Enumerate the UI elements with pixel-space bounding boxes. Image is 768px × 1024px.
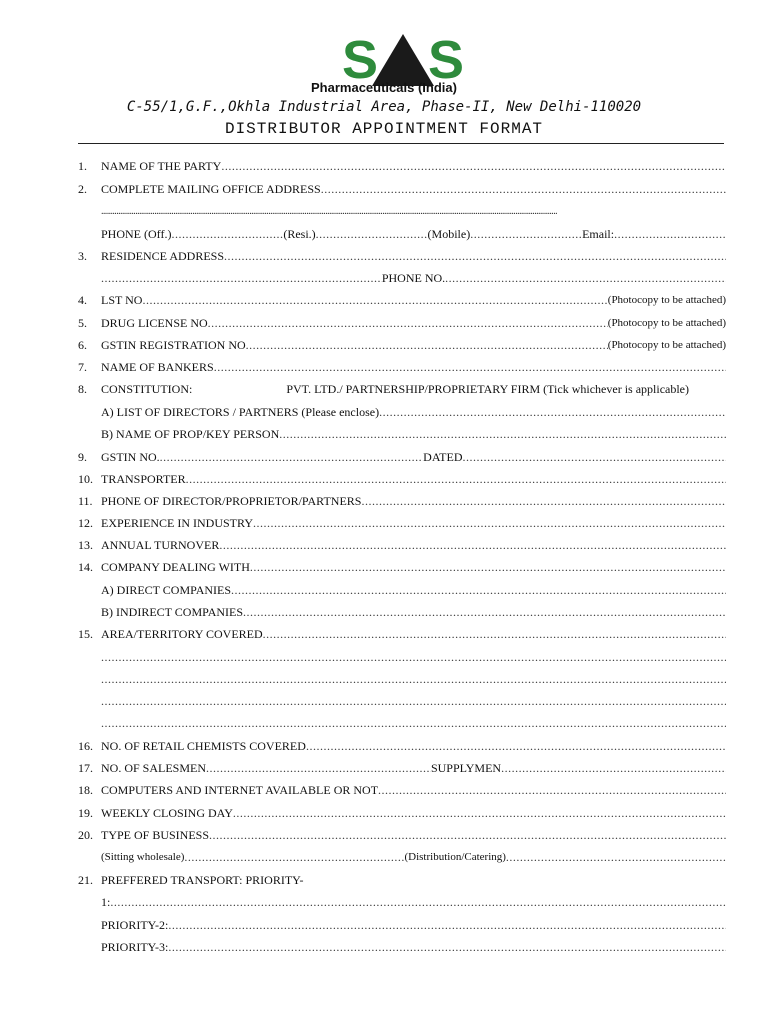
line-content xyxy=(101,537,726,553)
field-label: Email: xyxy=(582,227,615,241)
line-content xyxy=(101,872,726,888)
field-label: NAME OF THE PARTY xyxy=(101,159,222,173)
form-line xyxy=(78,204,726,220)
fill-in-blank[interactable] xyxy=(101,270,382,286)
line-content xyxy=(101,582,726,598)
field-label: PRIORITY-2: xyxy=(101,918,169,932)
field-label: A) DIRECT COMPANIES xyxy=(101,583,232,597)
form-line xyxy=(78,805,726,821)
line-number: 20. xyxy=(78,828,93,842)
line-number xyxy=(78,204,101,220)
field-label: ANNUAL TURNOVER xyxy=(101,538,220,552)
field-label: B) INDIRECT COMPANIES xyxy=(101,605,244,619)
line-number: 5. xyxy=(78,316,87,330)
form-line xyxy=(78,158,726,174)
fill-in-blank[interactable] xyxy=(101,649,726,665)
line-number: 16. xyxy=(78,739,93,753)
line-content xyxy=(101,782,726,798)
form-line xyxy=(78,181,726,197)
line-number: 1. xyxy=(78,159,87,173)
fill-in-blank[interactable] xyxy=(168,939,726,955)
field-label: (Photocopy to be attached) xyxy=(607,294,726,306)
fill-in-blank[interactable] xyxy=(463,449,727,465)
form-line xyxy=(78,426,726,442)
line-number xyxy=(78,226,101,242)
fill-in-blank[interactable] xyxy=(506,849,726,865)
line-content xyxy=(101,248,726,264)
line-content xyxy=(101,626,726,642)
line-content xyxy=(101,270,726,286)
form-line xyxy=(78,515,726,531)
line-number xyxy=(78,894,101,910)
fill-in-blank[interactable] xyxy=(445,270,726,286)
field-label: EXPERIENCE IN INDUSTRY xyxy=(101,516,253,530)
line-content xyxy=(101,559,726,575)
form-line xyxy=(78,381,726,397)
line-content xyxy=(101,359,726,375)
form-line xyxy=(78,849,726,865)
line-number: 2. xyxy=(78,182,87,196)
form-line xyxy=(78,537,726,553)
logo-letter-s2: S xyxy=(428,30,465,90)
form-line xyxy=(78,604,726,620)
field-label: PREFFERED TRANSPORT: PRIORITY- xyxy=(101,873,304,887)
fill-in-blank[interactable] xyxy=(233,805,726,821)
logo-letter-s1: S xyxy=(342,30,379,90)
fill-in-blank[interactable] xyxy=(501,760,726,776)
fill-in-blank[interactable] xyxy=(171,226,283,242)
line-number xyxy=(78,582,101,598)
line-number: 19. xyxy=(78,806,93,820)
form-line xyxy=(78,337,726,353)
line-content xyxy=(101,693,726,709)
form-line xyxy=(78,493,726,509)
line-content xyxy=(101,315,726,331)
form-line xyxy=(78,471,726,487)
form-line xyxy=(78,917,726,933)
line-number: 6. xyxy=(78,338,87,352)
fill-in-blank[interactable] xyxy=(186,471,726,487)
form-line xyxy=(78,782,726,798)
form-line xyxy=(78,270,726,286)
field-label: TRANSPORTER xyxy=(101,472,186,486)
line-number: 15. xyxy=(78,627,93,641)
field-label: PHONE OF DIRECTOR/PROPRIETOR/PARTNERS xyxy=(101,494,362,508)
line-content xyxy=(101,827,726,843)
line-number: 3. xyxy=(78,249,87,263)
form-line xyxy=(78,315,726,331)
line-number xyxy=(78,917,101,933)
field-label: (Photocopy to be attached) xyxy=(607,339,726,351)
field-label: COMPLETE MAILING OFFICE ADDRESS xyxy=(101,182,321,196)
fill-in-blank[interactable] xyxy=(101,693,726,709)
fill-in-blank[interactable] xyxy=(101,204,726,220)
field-label: (Resi.) xyxy=(283,227,316,241)
field-label: NAME OF BANKERS xyxy=(101,360,214,374)
form-line xyxy=(78,827,726,843)
fill-in-blank[interactable] xyxy=(168,917,726,933)
line-content xyxy=(101,894,726,910)
fill-in-blank[interactable] xyxy=(246,337,608,353)
fill-in-blank[interactable] xyxy=(470,226,582,242)
line-content xyxy=(101,337,726,353)
fill-in-blank[interactable] xyxy=(321,181,726,197)
form-line xyxy=(78,738,726,754)
form-line xyxy=(78,894,726,910)
form-line xyxy=(78,693,726,709)
form-line xyxy=(78,715,726,731)
line-content xyxy=(101,604,726,620)
line-number: 8. xyxy=(78,382,87,396)
fill-in-blank[interactable] xyxy=(206,760,431,776)
line-number: 9. xyxy=(78,450,87,464)
form-line xyxy=(78,939,726,955)
field-label: CONSTITUTION: xyxy=(101,382,193,396)
line-number xyxy=(78,939,101,955)
field-label: (Photocopy to be attached) xyxy=(607,317,726,329)
field-label: DRUG LICENSE NO xyxy=(101,316,208,330)
fill-in-blank[interactable] xyxy=(614,226,726,242)
line-content xyxy=(101,449,726,465)
fill-in-blank[interactable] xyxy=(378,782,726,798)
field-label: (Distribution/Catering) xyxy=(404,851,506,863)
line-number: 10. xyxy=(78,472,93,486)
line-content xyxy=(101,292,726,308)
field-label: A) LIST OF DIRECTORS / PARTNERS (Please enclose) xyxy=(101,405,380,419)
fill-in-blank[interactable] xyxy=(253,515,726,531)
field-label: 1: xyxy=(101,895,111,909)
line-content xyxy=(101,917,726,933)
form-line xyxy=(78,359,726,375)
title-divider xyxy=(78,143,724,144)
form-line xyxy=(78,559,726,575)
line-content xyxy=(101,204,726,220)
line-number xyxy=(78,404,101,420)
line-number: 13. xyxy=(78,538,93,552)
line-content xyxy=(101,738,726,754)
form-line xyxy=(78,671,726,687)
fill-in-blank[interactable] xyxy=(221,158,726,174)
logo-triangle xyxy=(372,34,434,86)
fill-in-blank[interactable] xyxy=(110,894,726,910)
fill-in-blank[interactable] xyxy=(263,626,726,642)
form-line xyxy=(78,292,726,308)
form-line xyxy=(78,449,726,465)
field-label: GSTIN REGISTRATION NO xyxy=(101,338,246,352)
fill-in-blank[interactable] xyxy=(279,426,726,442)
fill-in-blank[interactable] xyxy=(231,582,726,598)
fill-in-blank[interactable] xyxy=(208,315,608,331)
fill-in-blank[interactable] xyxy=(214,359,726,375)
field-label: PVT. LTD./ PARTNERSHIP/PROPRIETARY FIRM (Tick whichever is applicable) xyxy=(286,382,689,396)
form-line xyxy=(78,226,726,242)
line-content xyxy=(101,939,726,955)
line-number: 21. xyxy=(78,873,93,887)
line-number: 7. xyxy=(78,360,87,374)
line-number: 4. xyxy=(78,293,87,307)
fill-in-blank[interactable] xyxy=(306,738,726,754)
line-number: 12. xyxy=(78,516,93,530)
field-label: NO. OF SALESMEN xyxy=(101,761,207,775)
field-label: COMPANY DEALING WITH xyxy=(101,560,250,574)
line-content xyxy=(101,404,726,420)
field-label: COMPUTERS AND INTERNET AVAILABLE OR NOT xyxy=(101,783,379,797)
company-subname: Pharmaceuticals (India) xyxy=(311,80,457,95)
fill-in-blank[interactable] xyxy=(316,226,428,242)
field-label: PRIORITY-3: xyxy=(101,940,169,954)
line-content xyxy=(101,515,726,531)
line-content xyxy=(101,471,726,487)
form-line xyxy=(78,649,726,665)
line-number xyxy=(78,671,101,687)
company-address xyxy=(0,99,768,115)
line-number: 18. xyxy=(78,783,93,797)
line-number xyxy=(78,849,101,865)
form-title: DISTRIBUTOR APPOINTMENT FORMAT xyxy=(224,120,544,138)
field-label: LST NO xyxy=(101,293,143,307)
line-content xyxy=(101,671,726,687)
field-label: WEEKLY CLOSING DAY xyxy=(101,806,233,820)
field-label: (Sitting wholesale) xyxy=(101,851,185,863)
form-line xyxy=(78,760,726,776)
line-number xyxy=(78,693,101,709)
field-label: TYPE OF BUSINESS xyxy=(101,828,210,842)
fill-in-blank[interactable] xyxy=(160,449,424,465)
line-number xyxy=(78,715,101,731)
fill-in-blank[interactable] xyxy=(224,248,726,264)
form-line xyxy=(78,582,726,598)
line-content xyxy=(101,649,726,665)
line-content xyxy=(101,493,726,509)
line-content xyxy=(101,226,726,242)
fill-in-blank[interactable] xyxy=(101,671,726,687)
fill-in-blank[interactable] xyxy=(361,493,726,509)
line-content xyxy=(101,715,726,731)
field-label: RESIDENCE ADDRESS xyxy=(101,249,225,263)
form-line xyxy=(78,872,726,888)
line-content xyxy=(101,181,726,197)
line-content xyxy=(101,760,726,776)
fill-in-blank[interactable] xyxy=(219,537,726,553)
fill-in-blank[interactable] xyxy=(101,715,726,731)
fill-in-blank[interactable] xyxy=(184,849,404,865)
line-content xyxy=(101,805,726,821)
form-line xyxy=(78,248,726,264)
fill-in-blank[interactable] xyxy=(250,559,726,575)
line-content xyxy=(101,381,726,397)
fill-in-blank[interactable] xyxy=(243,604,726,620)
line-number: 14. xyxy=(78,560,93,574)
form-line xyxy=(78,626,726,642)
form-line xyxy=(78,404,726,420)
fill-in-blank[interactable] xyxy=(142,292,607,308)
line-content xyxy=(101,158,726,174)
company-address-text: C-55/1,G.F.,Okhla Industrial Area, Phase-II, New Delhi-110020 xyxy=(126,99,642,115)
field-label: DATED xyxy=(423,450,463,464)
line-content xyxy=(101,426,726,442)
line-number: 11. xyxy=(78,494,93,508)
line-number xyxy=(78,604,101,620)
fill-in-blank[interactable] xyxy=(209,827,726,843)
field-label: GSTIN NO. xyxy=(101,450,160,464)
line-number: 17. xyxy=(78,761,93,775)
field-label: PHONE NO. xyxy=(381,271,446,285)
line-number xyxy=(78,426,101,442)
field-label: AREA/TERRITORY COVERED xyxy=(101,627,263,641)
field-label: (Mobile) xyxy=(427,227,471,241)
line-number xyxy=(78,649,101,665)
field-label: SUPPLYMEN xyxy=(430,761,502,775)
field-label: PHONE (Off.) xyxy=(101,227,172,241)
fill-in-blank[interactable] xyxy=(379,404,726,420)
line-content xyxy=(101,849,726,865)
field-label: NO. OF RETAIL CHEMISTS COVERED xyxy=(101,739,306,753)
line-number xyxy=(78,270,101,286)
field-label: B) NAME OF PROP/KEY PERSON xyxy=(101,427,280,441)
